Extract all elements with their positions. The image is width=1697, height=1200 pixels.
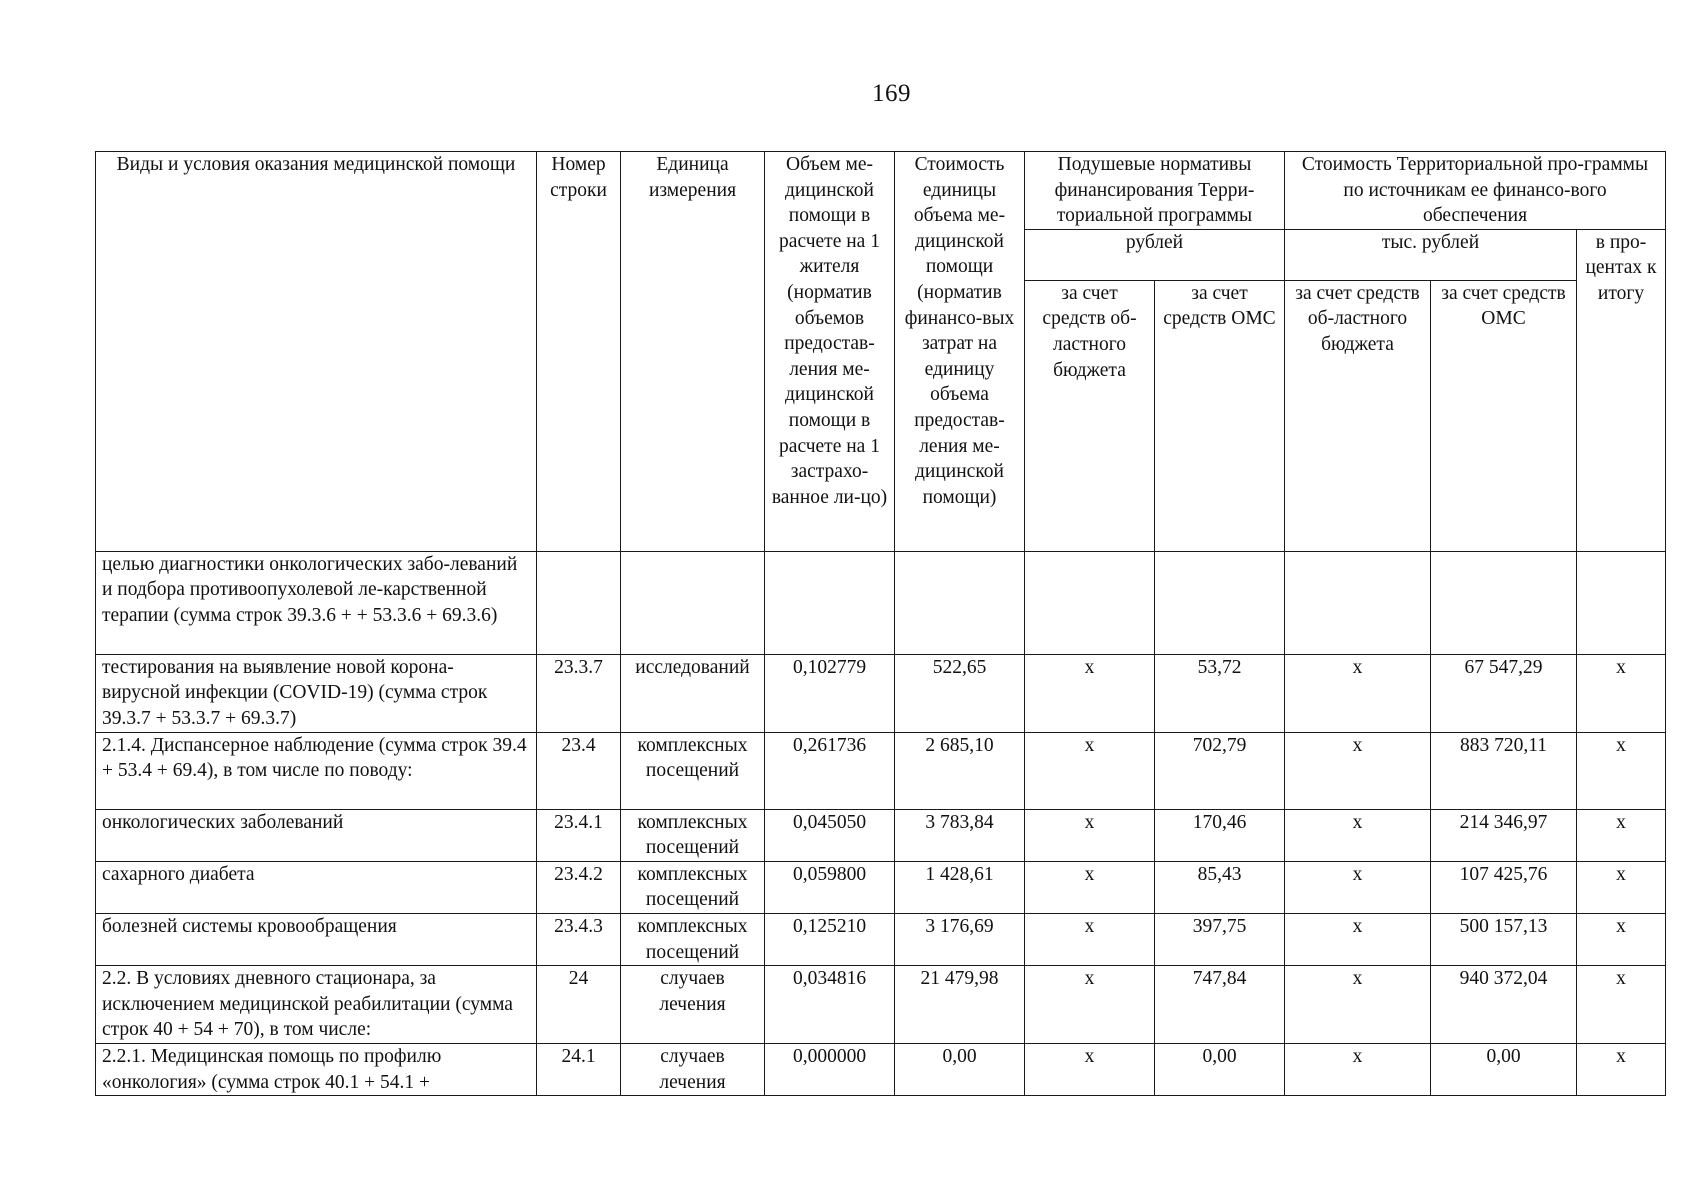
row-name: целью диагностики онкологических забо-леваний и подбора противоопухолевой ле-карственной терапии (сумма строк 39.3.6 + + 53.3.6 + 69.3.6)	[96, 551, 537, 654]
table-row	[96, 732, 1666, 809]
row-volume: 0,261736	[765, 732, 895, 809]
table-row	[96, 913, 1666, 965]
row-pr-budget: x	[1285, 654, 1431, 732]
row-volume: 0,125210	[765, 913, 895, 965]
row-percent: x	[1577, 809, 1666, 861]
row-percent: x	[1577, 861, 1666, 913]
row-number: 24.1	[537, 1043, 621, 1095]
row-pr-oms: 107 425,76	[1431, 861, 1577, 913]
header-percent: в про-центах к итогу	[1577, 229, 1666, 551]
row-pc-budget: x	[1025, 1043, 1155, 1095]
row-number: 23.4	[537, 732, 621, 809]
header-unit-rub: рублей	[1025, 229, 1285, 280]
table-row	[96, 861, 1666, 913]
header-row-number: Номер строки	[537, 152, 621, 552]
row-pr-oms: 883 720,11	[1431, 732, 1577, 809]
table-row	[96, 1043, 1666, 1095]
row-number	[537, 551, 621, 654]
row-percent: x	[1577, 966, 1666, 1044]
row-pc-budget: x	[1025, 732, 1155, 809]
row-volume: 0,102779	[765, 654, 895, 732]
row-pr-budget: x	[1285, 1043, 1431, 1095]
header-per-capita-group: Подушевые нормативы финансирования Терри-ториальной программы	[1025, 152, 1285, 230]
row-pc-budget: x	[1025, 861, 1155, 913]
row-pc-budget: x	[1025, 654, 1155, 732]
row-pr-oms: 940 372,04	[1431, 966, 1577, 1044]
row-pr-budget: x	[1285, 861, 1431, 913]
row-pc-budget: x	[1025, 913, 1155, 965]
row-percent: x	[1577, 732, 1666, 809]
page-number: 169	[872, 80, 911, 107]
row-number: 23.4.3	[537, 913, 621, 965]
row-pc-budget: x	[1025, 966, 1155, 1044]
row-volume: 0,000000	[765, 1043, 895, 1095]
header-program-cost-group: Стоимость Территориальной про-граммы по источникам ее финансо-вого обеспечения	[1285, 152, 1666, 230]
row-number: 24	[537, 966, 621, 1044]
table-row	[96, 966, 1666, 1044]
header-types: Виды и условия оказания медицинской помощи	[96, 152, 537, 552]
row-pr-oms: 500 157,13	[1431, 913, 1577, 965]
row-name: 2.2. В условиях дневного стационара, за исключением медицинской реабилитации (сумма строк 40 + 54 + 70), в том числе:	[96, 966, 537, 1044]
row-unit: случаев лечения	[621, 966, 765, 1044]
row-pr-oms	[1431, 551, 1577, 654]
medical-care-table	[95, 151, 1666, 1096]
row-number: 23.4.1	[537, 809, 621, 861]
header-volume: Объем ме-дицинской помощи в расчете на 1 жителя (норматив объемов предостав-ления ме-дицинской помощи в расчете на 1 застрахо-ванное ли-цо)	[765, 152, 895, 552]
header-unit-thousand-rub: тыс. рублей	[1285, 229, 1577, 280]
row-cost: 3 783,84	[895, 809, 1025, 861]
row-number: 23.3.7	[537, 654, 621, 732]
row-pr-budget: x	[1285, 809, 1431, 861]
row-pc-oms: 0,00	[1155, 1043, 1285, 1095]
row-pc-budget: x	[1025, 809, 1155, 861]
header-pr-oms: за счет средств ОМС	[1431, 280, 1577, 551]
row-volume	[765, 551, 895, 654]
row-volume: 0,034816	[765, 966, 895, 1044]
header-pc-regional-budget: за счет средств об-ластного бюджета	[1025, 280, 1155, 551]
row-unit: комплексных посещений	[621, 732, 765, 809]
row-cost: 0,00	[895, 1043, 1025, 1095]
row-pc-oms: 170,46	[1155, 809, 1285, 861]
table-row	[96, 654, 1666, 732]
row-percent: x	[1577, 654, 1666, 732]
row-unit: комплексных посещений	[621, 809, 765, 861]
header-unit: Единица измерения	[621, 152, 765, 552]
row-cost: 21 479,98	[895, 966, 1025, 1044]
row-pc-oms: 53,72	[1155, 654, 1285, 732]
row-percent: x	[1577, 1043, 1666, 1095]
row-cost	[895, 551, 1025, 654]
row-pc-oms: 85,43	[1155, 861, 1285, 913]
row-cost: 522,65	[895, 654, 1025, 732]
row-pc-oms: 397,75	[1155, 913, 1285, 965]
header-pc-oms: за счет средств ОМС	[1155, 280, 1285, 551]
row-pr-oms: 0,00	[1431, 1043, 1577, 1095]
row-unit: комплексных посещений	[621, 913, 765, 965]
row-name: тестирования на выявление новой корона-вирусной инфекции (COVID-19) (сумма строк 39.3.7 + 53.3.7 + 69.3.7)	[96, 654, 537, 732]
row-pr-budget	[1285, 551, 1431, 654]
row-pr-oms: 67 547,29	[1431, 654, 1577, 732]
row-unit: случаев лечения	[621, 1043, 765, 1095]
row-percent: x	[1577, 913, 1666, 965]
row-volume: 0,045050	[765, 809, 895, 861]
row-pr-budget: x	[1285, 732, 1431, 809]
row-number: 23.4.2	[537, 861, 621, 913]
row-pr-budget: x	[1285, 913, 1431, 965]
row-percent	[1577, 551, 1666, 654]
row-name: 2.1.4. Диспансерное наблюдение (сумма строк 39.4 + 53.4 + 69.4), в том числе по поводу:	[96, 732, 537, 809]
row-pr-budget: x	[1285, 966, 1431, 1044]
header-cost: Стоимость единицы объема ме-дицинской помощи (норматив финансо-вых затрат на единицу объема предостав-ления ме-дицинской помощи)	[895, 152, 1025, 552]
row-unit: комплексных посещений	[621, 861, 765, 913]
table-row	[96, 809, 1666, 861]
row-pc-oms	[1155, 551, 1285, 654]
row-name: болезней системы кровообращения	[96, 913, 537, 965]
row-pc-budget	[1025, 551, 1155, 654]
row-name: онкологических заболеваний	[96, 809, 537, 861]
row-name: сахарного диабета	[96, 861, 537, 913]
row-pc-oms: 747,84	[1155, 966, 1285, 1044]
header-pr-regional-budget: за счет средств об-ластного бюджета	[1285, 280, 1431, 551]
row-cost: 2 685,10	[895, 732, 1025, 809]
row-volume: 0,059800	[765, 861, 895, 913]
row-cost: 1 428,61	[895, 861, 1025, 913]
row-unit: исследований	[621, 654, 765, 732]
row-name: 2.2.1. Медицинская помощь по профилю «онкология» (сумма строк 40.1 + 54.1 +	[96, 1043, 537, 1095]
row-unit	[621, 551, 765, 654]
row-pc-oms: 702,79	[1155, 732, 1285, 809]
row-pr-oms: 214 346,97	[1431, 809, 1577, 861]
table-row	[96, 551, 1666, 654]
row-cost: 3 176,69	[895, 913, 1025, 965]
